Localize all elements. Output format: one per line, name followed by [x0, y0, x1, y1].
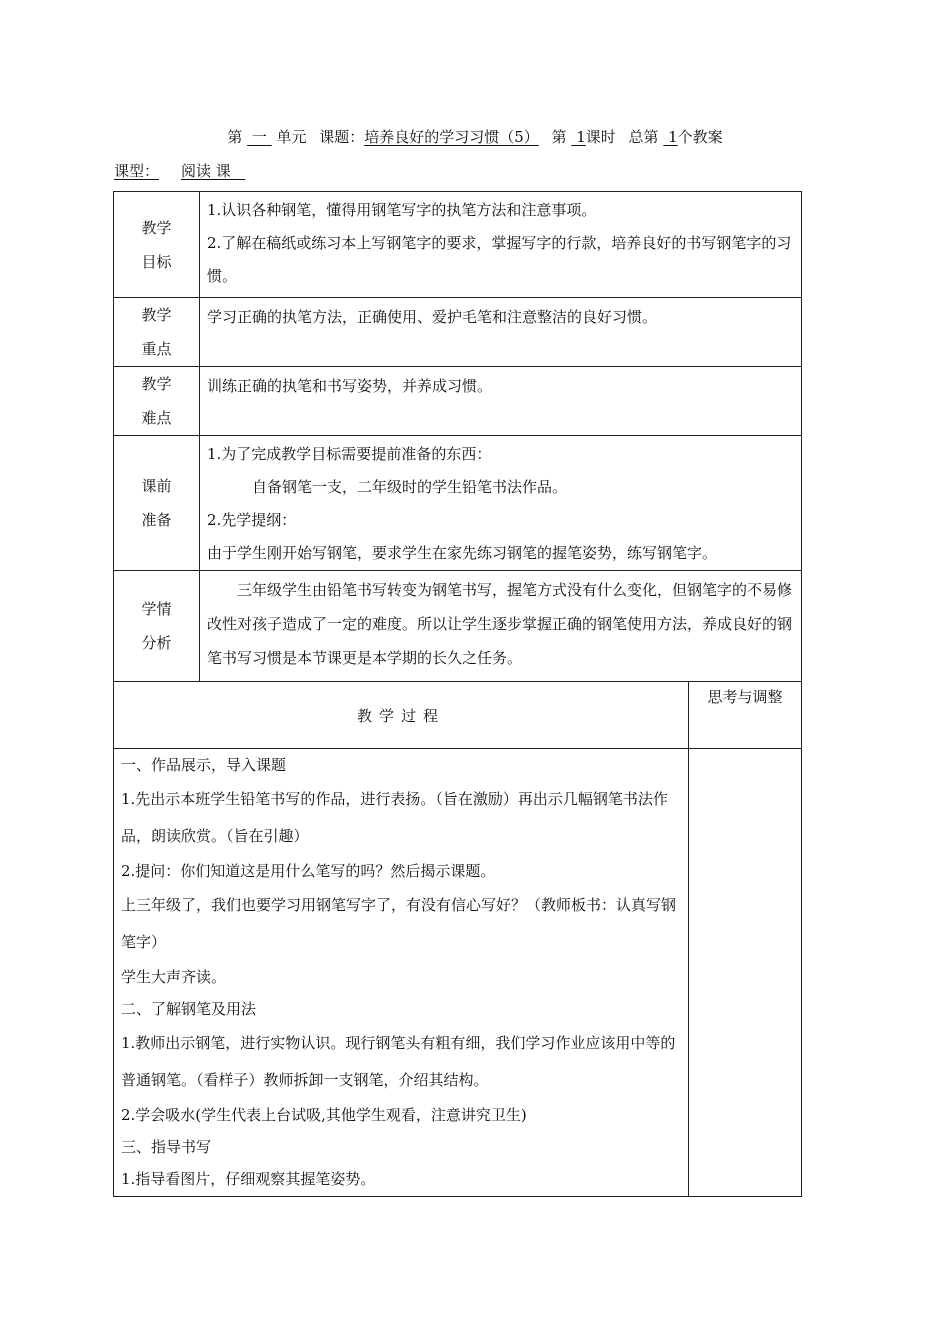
row-label: 教学 重点 [114, 298, 200, 366]
row-content: 三年级学生由铅笔书写转变为钢笔书写，握笔方式没有什么变化，但钢笔字的不易修改性对孩子造成了一定的难度。所以让学生逐步掌握正确的钢笔使用方法，养成良好的钢笔书写习惯是本节课更是本学期的长久之任务。 [207, 581, 793, 667]
row-key-points [114, 298, 801, 367]
lesson-type-line [114, 160, 245, 181]
process-line: 三、指导书写 [121, 1138, 212, 1156]
lesson-topic: 培养良好的学习习惯（5） [364, 128, 539, 146]
row-label: 教学 目标 [114, 192, 200, 297]
lesson-plan-table [113, 191, 802, 1197]
row-content: 1.为了完成教学目标需要提前准备的东西： 自备钢笔一支，二年级时的学生铅笔书法作品。 2.先学提纲： 由于学生刚开始写钢笔，要求学生在家先练习钢笔的握笔姿势，练写钢笔字。 [207, 445, 718, 562]
row-difficulties [114, 367, 801, 436]
row-label: 学情 分析 [114, 571, 200, 681]
process-header [114, 682, 801, 749]
row-preparation [114, 436, 801, 571]
header-text: 单元 [276, 128, 307, 146]
row-goals [114, 192, 801, 298]
row-content: 学习正确的执笔方法，正确使用、爱护毛笔和注意整洁的良好习惯。 [207, 308, 658, 326]
row-content: 1.认识各种钢笔，懂得用钢笔写字的执笔方法和注意事项。 2.了解在稿纸或练习本上写钢笔字的要求，掌握写字的行款，培养良好的书写钢笔字的习惯。 [207, 201, 792, 285]
row-label: 教学 难点 [114, 367, 200, 435]
process-line: 2.学会吸水(学生代表上台试吸,其他学生观看，注意讲究卫生) [121, 1106, 527, 1124]
lesson-header [0, 126, 950, 147]
process-line: 二、了解钢笔及用法 [121, 1000, 257, 1018]
total-number: 1 [668, 128, 678, 146]
process-line: 学生大声齐读。 [121, 968, 227, 986]
process-line: 一、作品展示，导入课题 [121, 756, 287, 774]
header-text: 第 [551, 128, 567, 146]
process-line: 2.提问：你们知道这是用什么笔写的吗？然后揭示课题。 [121, 862, 496, 880]
row-content: 训练正确的执笔和书写姿势，并养成习惯。 [207, 377, 493, 395]
row-analysis [114, 571, 801, 682]
lesson-type: 课型： 阅读 课 [114, 162, 231, 180]
process-line: 1.先出示本班学生铅笔书写的作品，进行表扬。（旨在激励）再出示几幅钢笔书法作品，朗读欣赏。（旨在引趣） [121, 790, 668, 845]
lesson-number: 1 [576, 128, 586, 146]
unit-number: 一 [251, 128, 267, 146]
reflection-title: 思考与调整 [707, 688, 783, 706]
header-text: 课时 [585, 128, 616, 146]
process-line: 上三年级了，我们也要学习用钢笔写字了，有没有信心写好？（教师板书：认真写钢笔字） [121, 896, 677, 951]
header-text: 课题： [319, 128, 365, 146]
process-content [114, 749, 688, 1195]
header-text: 总第 [628, 128, 659, 146]
process-title: 教学过程 [356, 706, 445, 725]
process-line: 1.教师出示钢笔，进行实物认识。现行钢笔头有粗有细，我们学习作业应该用中等的普通钢笔。（看样子）教师拆卸一支钢笔，介绍其结构。 [121, 1034, 676, 1089]
process-line: 1.指导看图片，仔细观察其握笔姿势。 [121, 1170, 376, 1188]
row-label: 课前 准备 [114, 436, 200, 570]
header-text: 个教案 [677, 128, 723, 146]
header-text: 第 [227, 128, 243, 146]
column-divider [688, 682, 689, 1196]
